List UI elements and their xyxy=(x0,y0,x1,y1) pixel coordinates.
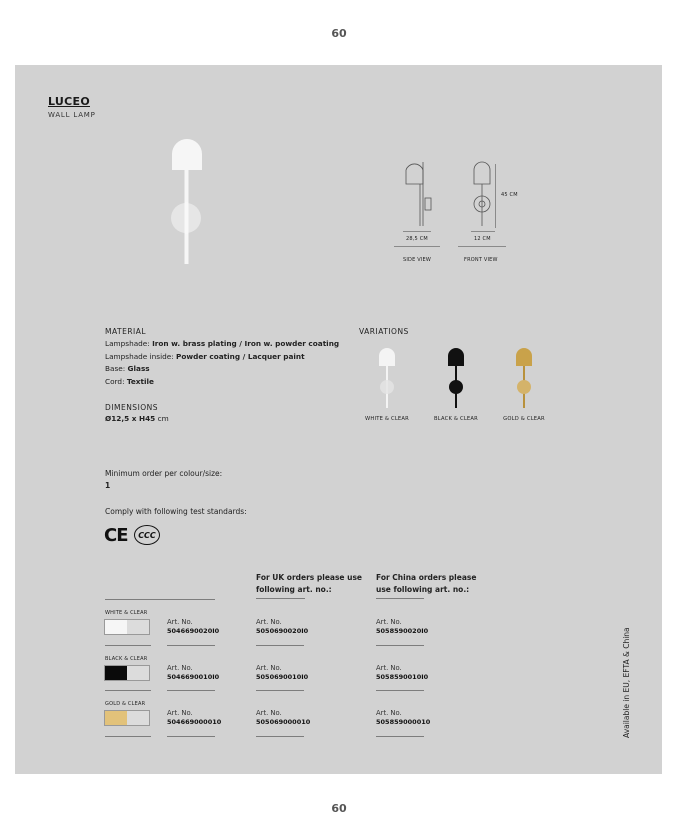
variation-black-label: BLACK & CLEAR xyxy=(434,416,478,422)
variation-black-shade xyxy=(448,348,464,366)
row-gold-swatch xyxy=(104,710,150,726)
row-white-swatch xyxy=(104,619,150,635)
material-row-lampshade-inside: Lampshade inside: Powder coating / Lacquer paint xyxy=(105,351,305,361)
row-white-cn: Art. No. 5058590020I0 xyxy=(376,618,429,635)
row-white-uk: Art. No. 5050690020I0 xyxy=(256,618,309,635)
availability-note: Available in EU, EFTA & China xyxy=(622,627,631,738)
material-row-cord: Cord: Textile xyxy=(105,376,154,386)
row-black-uk: Art. No. 5050690010I0 xyxy=(256,664,309,681)
row-gold-eu: Art. No. 504669000010 xyxy=(167,709,222,726)
side-view-drawing xyxy=(398,158,448,238)
height-label: 45 CM xyxy=(501,192,518,198)
front-view-label: FRONT VIEW xyxy=(464,257,498,263)
standards-label: Comply with following test standards: xyxy=(105,507,247,516)
side-view-label: SIDE VIEW xyxy=(403,257,432,263)
min-order-label: Minimum order per colour/size: xyxy=(105,469,223,478)
variation-gold-image xyxy=(513,348,535,410)
variation-white-label: WHITE & CLEAR xyxy=(365,416,409,422)
row-white-title: WHITE & CLEAR xyxy=(105,610,148,616)
diameter-label: 12 CM xyxy=(474,236,491,242)
material-row-lampshade: Lampshade: Iron w. brass plating / Iron w. powder coating xyxy=(105,339,340,348)
front-view-drawing xyxy=(466,158,506,238)
variations-heading: VARIATIONS xyxy=(359,327,409,336)
page-number-top: 60 xyxy=(331,27,347,40)
row-gold-title: GOLD & CLEAR xyxy=(105,701,146,707)
variation-white-shade xyxy=(379,348,395,366)
ccc-mark xyxy=(134,525,160,545)
variation-gold-label: GOLD & CLEAR xyxy=(503,416,545,422)
ce-mark: CE xyxy=(104,525,128,546)
row-black-swatch xyxy=(104,665,150,681)
min-order-value: 1 xyxy=(105,481,111,490)
row-black-eu: Art. No. 5046690010I0 xyxy=(167,664,220,681)
row-black-cn: Art. No. 5058590010I0 xyxy=(376,664,429,681)
row-gold-uk: Art. No. 505069000010 xyxy=(256,709,311,726)
material-list xyxy=(105,338,339,388)
depth-label: 28,5 CM xyxy=(406,236,428,242)
row-white-eu: Art. No. 5046690020I0 xyxy=(167,618,220,635)
variation-gold-shade xyxy=(516,348,532,366)
lamp-hero-shade xyxy=(172,139,202,170)
china-header: For China orders please use following art. no.: xyxy=(376,573,477,594)
product-title: LUCEO xyxy=(48,95,90,108)
ccc-mark-text: CCC xyxy=(138,530,156,540)
page-number-bottom: 60 xyxy=(331,802,347,815)
variation-black-image xyxy=(445,348,467,410)
material-heading: MATERIAL xyxy=(105,327,147,336)
dimensions-value: Ø12,5 x H45 cm xyxy=(105,414,169,423)
material-row-base: Base: Glass xyxy=(105,364,150,373)
lamp-hero-image xyxy=(160,132,220,270)
variation-white-image xyxy=(376,348,398,410)
dimensions-heading: DIMENSIONS xyxy=(105,403,159,412)
product-subtitle: WALL LAMP xyxy=(48,111,96,119)
row-gold-cn: Art. No. 505859000010 xyxy=(376,709,431,726)
uk-header: For UK orders please use following art. no.: xyxy=(256,573,363,594)
row-black-title: BLACK & CLEAR xyxy=(105,656,148,662)
